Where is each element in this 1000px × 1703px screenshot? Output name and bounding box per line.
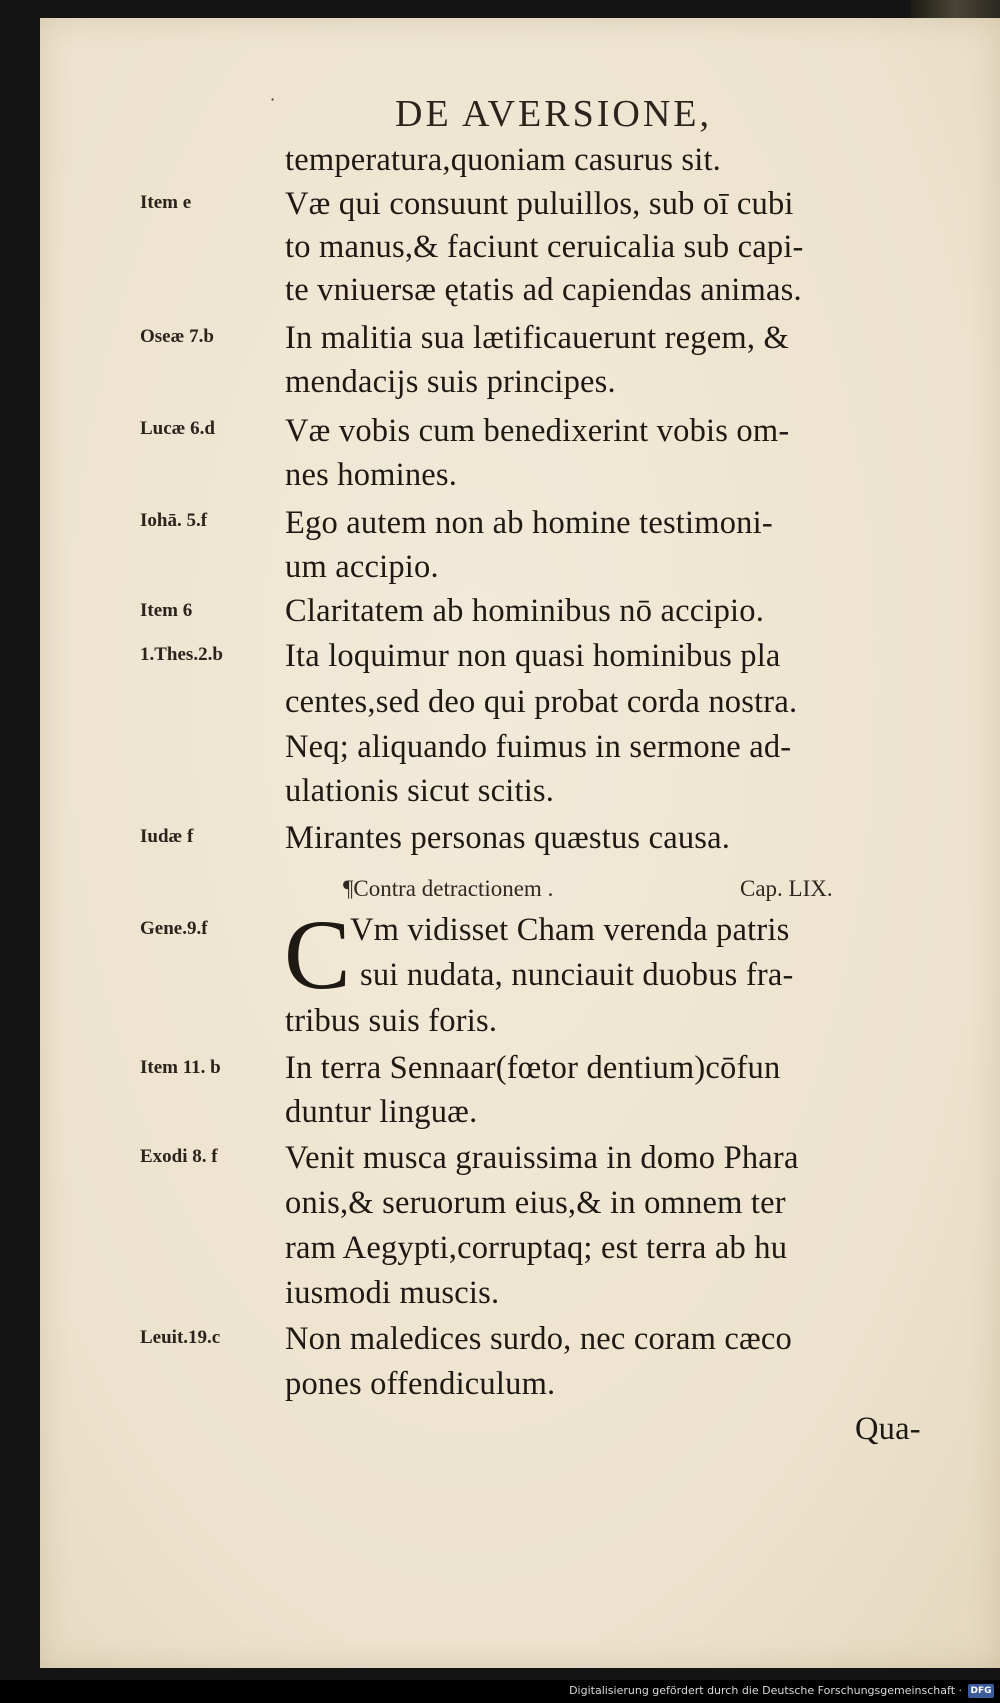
text-line: mendacijs suis principes. (285, 364, 616, 400)
text-line: tribus suis foris. (285, 1003, 498, 1039)
text-line: Ego autem non ab homine testimoni- (285, 505, 773, 541)
text-line: Venit musca grauissima in domo Phara (285, 1140, 799, 1176)
text-line: pones offendiculum. (285, 1366, 556, 1402)
marginal-note: Iudæ f (140, 826, 194, 847)
marginal-note: Gene.9.f (140, 918, 208, 939)
marginal-note: Leuit.19.c (140, 1327, 221, 1348)
text-line: centes,sed deo qui probat corda nostra. (285, 684, 798, 720)
footer-bar (0, 1680, 1000, 1703)
page-header (40, 92, 1000, 138)
text-line: ulationis sicut scitis. (285, 773, 555, 809)
text-line: Væ qui consuunt puluillos, sub oī cubi (285, 186, 794, 222)
footer-credit: Digitalisierung gefördert durch die Deutsche Forschungsgemeinschaft · (569, 1684, 962, 1697)
chapter-number: Cap. LIX. (740, 876, 833, 901)
marginal-note: Lucæ 6.d (140, 418, 215, 439)
chapter-title: Contra detractionem . (353, 876, 554, 901)
text-line: Væ vobis cum benedixerint vobis om- (285, 413, 790, 449)
text-line: iusmodi muscis. (285, 1275, 500, 1311)
text-line: Ita loquimur non quasi hominibus pla (285, 638, 781, 674)
text-line: onis,& seruorum eius,& in omnem ter (285, 1185, 786, 1221)
text-line: sui nudata, nunciauit duobus fra- (360, 957, 794, 993)
marginal-note: Oseæ 7.b (140, 326, 214, 347)
text-line: ram Aegypti,corruptaq; est terra ab hu (285, 1230, 788, 1266)
chapter-heading (343, 876, 553, 902)
marginal-note: Item 6 (140, 600, 193, 621)
text-line: In malitia sua lætificauerunt regem, & (285, 320, 789, 356)
dfg-logo: DFG (968, 1684, 994, 1698)
text-line: Claritatem ab hominibus nō accipio. (285, 593, 765, 629)
marginal-note: Item e (140, 192, 192, 213)
marginal-note: 1.Thes.2.b (140, 644, 223, 665)
ornament-dot: · (270, 90, 276, 109)
text-line: In terra Sennaar(fœtor dentium)cōfun (285, 1050, 781, 1086)
text-line: um accipio. (285, 549, 439, 585)
text-line: temperatura,quoniam casurus sit. (285, 142, 721, 178)
text-line: Neq; aliquando fuimus in sermone ad- (285, 729, 792, 765)
text-line: Vm vidisset Cham verenda patris (350, 912, 790, 948)
catchword: Qua- (855, 1411, 921, 1447)
text-line: duntur linguæ. (285, 1094, 478, 1130)
text-line: nes homines. (285, 457, 458, 493)
initial-letter: C (284, 899, 351, 1010)
running-title: DE AVERSIONE, (395, 93, 712, 135)
marginal-note: Iohā. 5.f (140, 510, 208, 531)
pilcrow-mark: ¶ (343, 876, 354, 901)
text-line: Non maledices surdo, nec coram cæco (285, 1321, 792, 1357)
marginal-note: Exodi 8. f (140, 1146, 218, 1167)
text-line: to manus,& faciunt ceruicalia sub capi- (285, 229, 804, 265)
text-line: Mirantes personas quæstus causa. (285, 820, 731, 856)
text-line: te vniuersæ ętatis ad capiendas animas. (285, 272, 802, 308)
marginal-note: Item 11. b (140, 1057, 221, 1078)
